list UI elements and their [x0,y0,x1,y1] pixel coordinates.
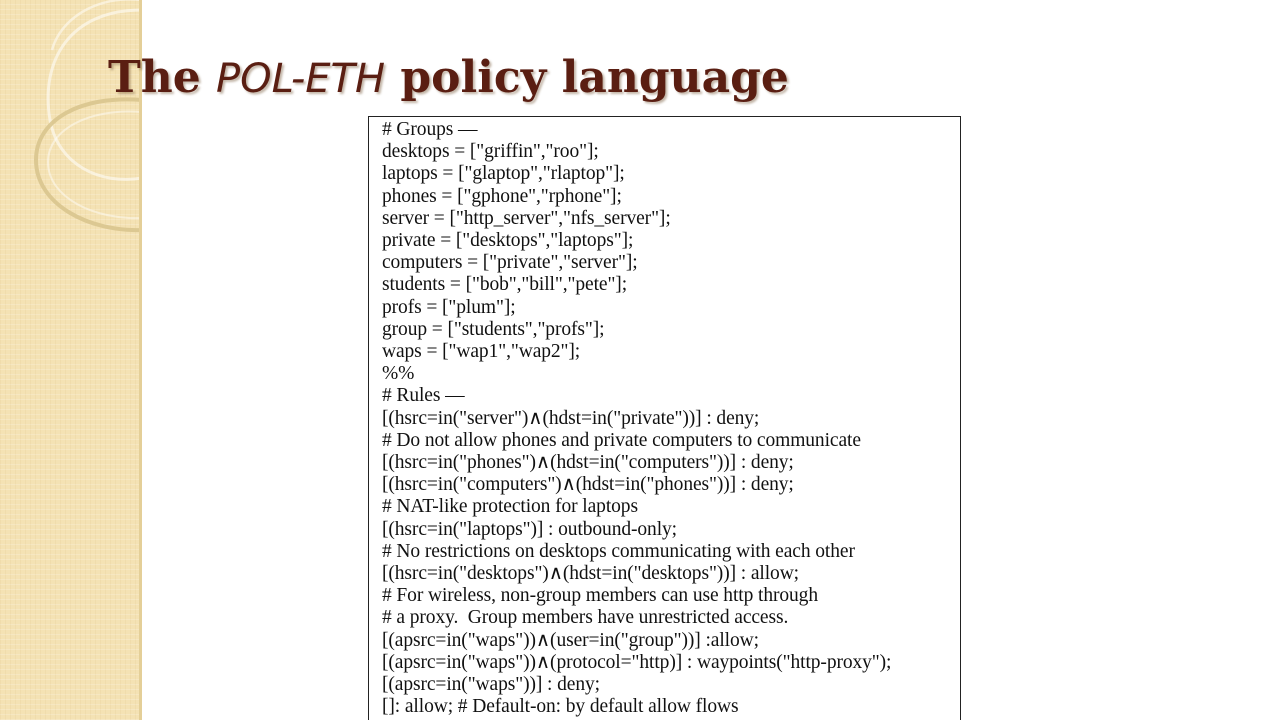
code-line: computers = ["private","server"]; [382,252,638,274]
code-line: # No restrictions on desktops communicating with each other [382,540,855,562]
code-line: server = ["http_server","nfs_server"]; [382,207,671,229]
slide-title [108,48,789,109]
code-line: students = ["bob","bill","pete"]; [382,274,628,296]
code-line: %% [382,363,415,385]
code-line: waps = ["wap1","wap2"]; [382,341,581,363]
code-line: # For wireless, non-group members can use http through [382,585,818,607]
title-suffix: policy language [385,52,789,103]
code-line: []: allow; # Default-on: by default allow flows [382,696,739,718]
code-line: # a proxy. Group members have unrestricted access. [382,607,789,629]
code-line: [(hsrc=in("server")∧(hdst=in("private"))] : deny; [382,407,760,429]
code-line: # NAT-like protection for laptops [382,496,638,518]
code-line: group = ["students","profs"]; [382,318,605,340]
code-line: [(hsrc=in("laptops")] : outbound-only; [382,518,677,540]
code-line: [(apsrc=in("waps"))] : deny; [382,674,600,696]
code-line: [(apsrc=in("waps"))∧(user=in("group"))] :allow; [382,629,759,651]
code-line: # Do not allow phones and private computers to communicate [382,429,861,451]
policy-code-figure [368,116,961,720]
code-line: laptops = ["glaptop","rlaptop"]; [382,163,625,185]
code-line: phones = ["gphone","rphone"]; [382,185,622,207]
code-line: [(hsrc=in("desktops")∧(hdst=in("desktops"))] : allow; [382,563,799,585]
code-line: [(hsrc=in("computers")∧(hdst=in("phones"))] : deny; [382,474,794,496]
code-line: desktops = ["griffin","roo"]; [382,141,599,163]
title-italic-term: POL-ETH [216,56,386,102]
code-line: profs = ["plum"]; [382,296,516,318]
code-line: [(apsrc=in("waps"))∧(protocol="http)] : waypoints("http-proxy"); [382,651,892,673]
code-line: private = ["desktops","laptops"]; [382,230,634,252]
code-line: # Groups — [382,119,478,140]
code-line: [(hsrc=in("phones")∧(hdst=in("computers"))] : deny; [382,452,794,474]
title-prefix: The [108,52,217,103]
code-line: # Rules — [382,385,465,407]
